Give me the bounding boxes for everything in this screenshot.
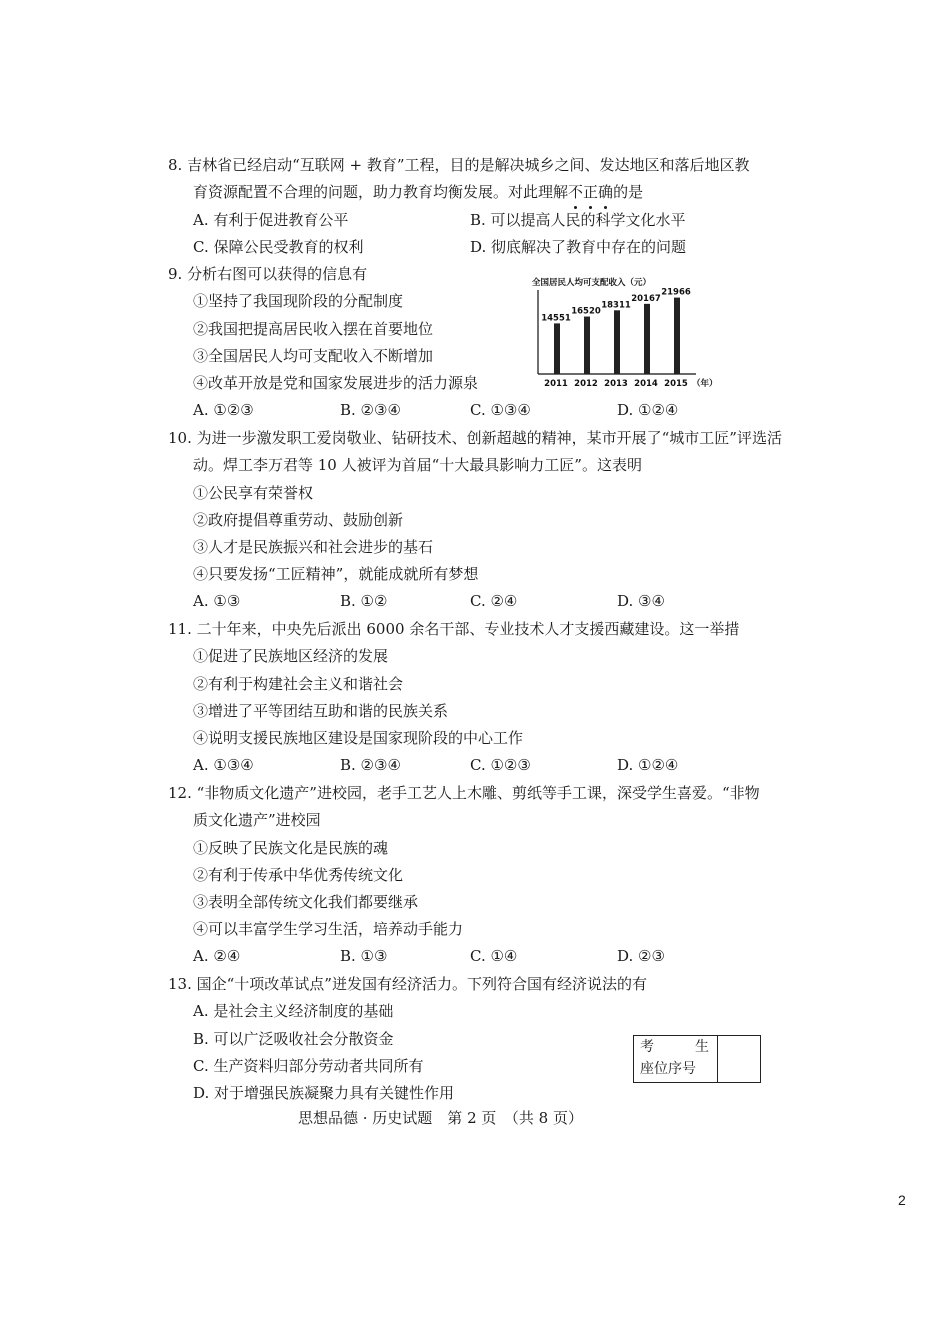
q10-option-c: C. ②④ <box>470 592 518 610</box>
q9-item-3: ③全国居民人均可支配收入不断增加 <box>193 347 434 365</box>
data-label-2013: 18311 <box>601 300 631 311</box>
q8-option-b: B. 可以提高人民的科学文化水平 <box>470 211 686 229</box>
q10-option-a: A. ①③ <box>193 592 241 610</box>
q12-item-2: ②有利于传承中华优秀传统文化 <box>193 866 404 884</box>
q10-item-3: ③人才是民族振兴和社会进步的基石 <box>193 538 434 556</box>
emphasis-char: 确 <box>598 183 614 201</box>
q8-line2-pre: 育资源配置不合理的问题，助力教育均衡发展。对此理解 <box>193 183 569 201</box>
tick-label-2013: 2013 <box>604 379 628 389</box>
data-label-2014: 20167 <box>631 293 661 304</box>
q13-option-b: B. 可以广泛吸收社会分散资金 <box>193 1030 394 1048</box>
data-label-2012: 16520 <box>571 306 601 317</box>
q10-option-d: D. ③④ <box>617 592 665 610</box>
seat-label-char: 生 <box>695 1039 709 1055</box>
income-bar-chart <box>530 272 720 397</box>
q9-item-2: ②我国把提高居民收入摆在首要地位 <box>193 320 434 338</box>
tick-label-2015: 2015 <box>664 379 688 389</box>
q11-option-c: C. ①②③ <box>470 756 531 774</box>
data-label-2011: 14551 <box>541 313 571 324</box>
q13-line1: 13. 国企“十项改革试点”迸发国有经济活力。下列符合国有经济说法的有 <box>168 975 647 993</box>
q10-line2: 动。焊工李万君等 10 人被评为首届“十大最具影响力工匠”。这表明 <box>193 456 642 474</box>
chart-title: 全国居民人均可支配收入（元） <box>532 278 652 288</box>
q8-line1: 8. 吉林省已经启动“互联网 + 教育”工程，目的是解决城乡之间、发达地区和落后地区教 <box>168 156 750 174</box>
q9-option-b: B. ②③④ <box>340 401 401 419</box>
seat-number-label <box>634 1036 718 1082</box>
page-footer: 思想品德 · 历史试题 第 2 页 （共 8 页） <box>298 1109 583 1127</box>
q8-option-d: D. 彻底解决了教育中存在的问题 <box>470 238 687 256</box>
q9-option-a: A. ①②③ <box>193 401 254 419</box>
q8-option-c: C. 保障公民受教育的权利 <box>193 238 364 256</box>
seat-label-char: 考 <box>640 1039 654 1055</box>
q12-line2: 质文化遗产”进校园 <box>193 811 321 829</box>
q12-option-a: A. ②④ <box>193 947 241 965</box>
seat-label-line2: 座位序号 <box>640 1061 696 1077</box>
q13-option-c: C. 生产资料归部分劳动者共同所有 <box>193 1057 424 1075</box>
q12-item-1: ①反映了民族文化是民族的魂 <box>193 839 389 857</box>
q12-option-b: B. ①③ <box>340 947 388 965</box>
q8-option-a: A. 有利于促进教育公平 <box>193 211 349 229</box>
page-number: 2 <box>898 1192 906 1208</box>
bar-2012 <box>584 317 590 374</box>
q10-line1: 10. 为进一步激发职工爱岗敬业、钻研技术、创新超越的精神，某市开展了“城市工匠”评选活 <box>168 429 782 447</box>
emphasis-char: 不 <box>568 183 584 201</box>
q8-line2 <box>193 182 643 202</box>
q10-item-2: ②政府提倡尊重劳动、鼓励创新 <box>193 511 404 529</box>
seat-number-field[interactable] <box>718 1036 760 1082</box>
seat-label-line1 <box>640 1036 717 1058</box>
q12-option-c: C. ①④ <box>470 947 518 965</box>
tick-label-2011: 2011 <box>544 379 568 389</box>
q11-line1: 11. 二十年来，中央先后派出 6000 余名干部、专业技术人才支援西藏建设。这一举措 <box>168 620 740 638</box>
q11-item-4: ④说明支援民族地区建设是国家现阶段的中心工作 <box>193 729 524 747</box>
x-axis-unit-label: （年） <box>692 379 718 389</box>
q8-line2-post: 的是 <box>613 183 644 201</box>
q11-item-2: ②有利于构建社会主义和谐社会 <box>193 675 404 693</box>
q11-option-a: A. ①③④ <box>193 756 254 774</box>
bar-2015 <box>674 298 680 374</box>
q12-item-4: ④可以丰富学生学习生活，培养动手能力 <box>193 920 464 938</box>
q10-item-4: ④只要发扬“工匠精神”，就能成就所有梦想 <box>193 565 479 583</box>
tick-label-2014: 2014 <box>634 379 658 389</box>
q9-item-4: ④改革开放是党和国家发展进步的活力源泉 <box>193 374 479 392</box>
q13-option-d: D. 对于增强民族凝聚力具有关键性作用 <box>193 1084 455 1102</box>
q13-option-a: A. 是社会主义经济制度的基础 <box>193 1002 394 1020</box>
emphasis-char: 正 <box>583 183 599 201</box>
seat-number-box <box>633 1035 761 1083</box>
bar-2014 <box>644 304 650 374</box>
q11-item-3: ③增进了平等团结互助和谐的民族关系 <box>193 702 449 720</box>
q9-option-d: D. ①②④ <box>617 401 679 419</box>
q12-option-d: D. ②③ <box>617 947 665 965</box>
q12-line1: 12. “非物质文化遗产”进校园，老手工艺人上木雕、剪纸等手工课，深受学生喜爱。“非物 <box>168 784 760 802</box>
q12-item-3: ③表明全部传统文化我们都要继承 <box>193 893 419 911</box>
q9-option-c: C. ①③④ <box>470 401 531 419</box>
q10-option-b: B. ①② <box>340 592 388 610</box>
data-label-2015: 21966 <box>661 287 691 298</box>
bar-2011 <box>554 323 560 374</box>
q10-item-1: ①公民享有荣誉权 <box>193 484 314 502</box>
q11-option-d: D. ①②④ <box>617 756 679 774</box>
q11-item-1: ①促进了民族地区经济的发展 <box>193 647 389 665</box>
q11-option-b: B. ②③④ <box>340 756 401 774</box>
bar-2013 <box>614 310 620 374</box>
q9-item-1: ①坚持了我国现阶段的分配制度 <box>193 292 404 310</box>
q9-stem: 9. 分析右图可以获得的信息有 <box>168 265 368 283</box>
tick-label-2012: 2012 <box>574 379 598 389</box>
